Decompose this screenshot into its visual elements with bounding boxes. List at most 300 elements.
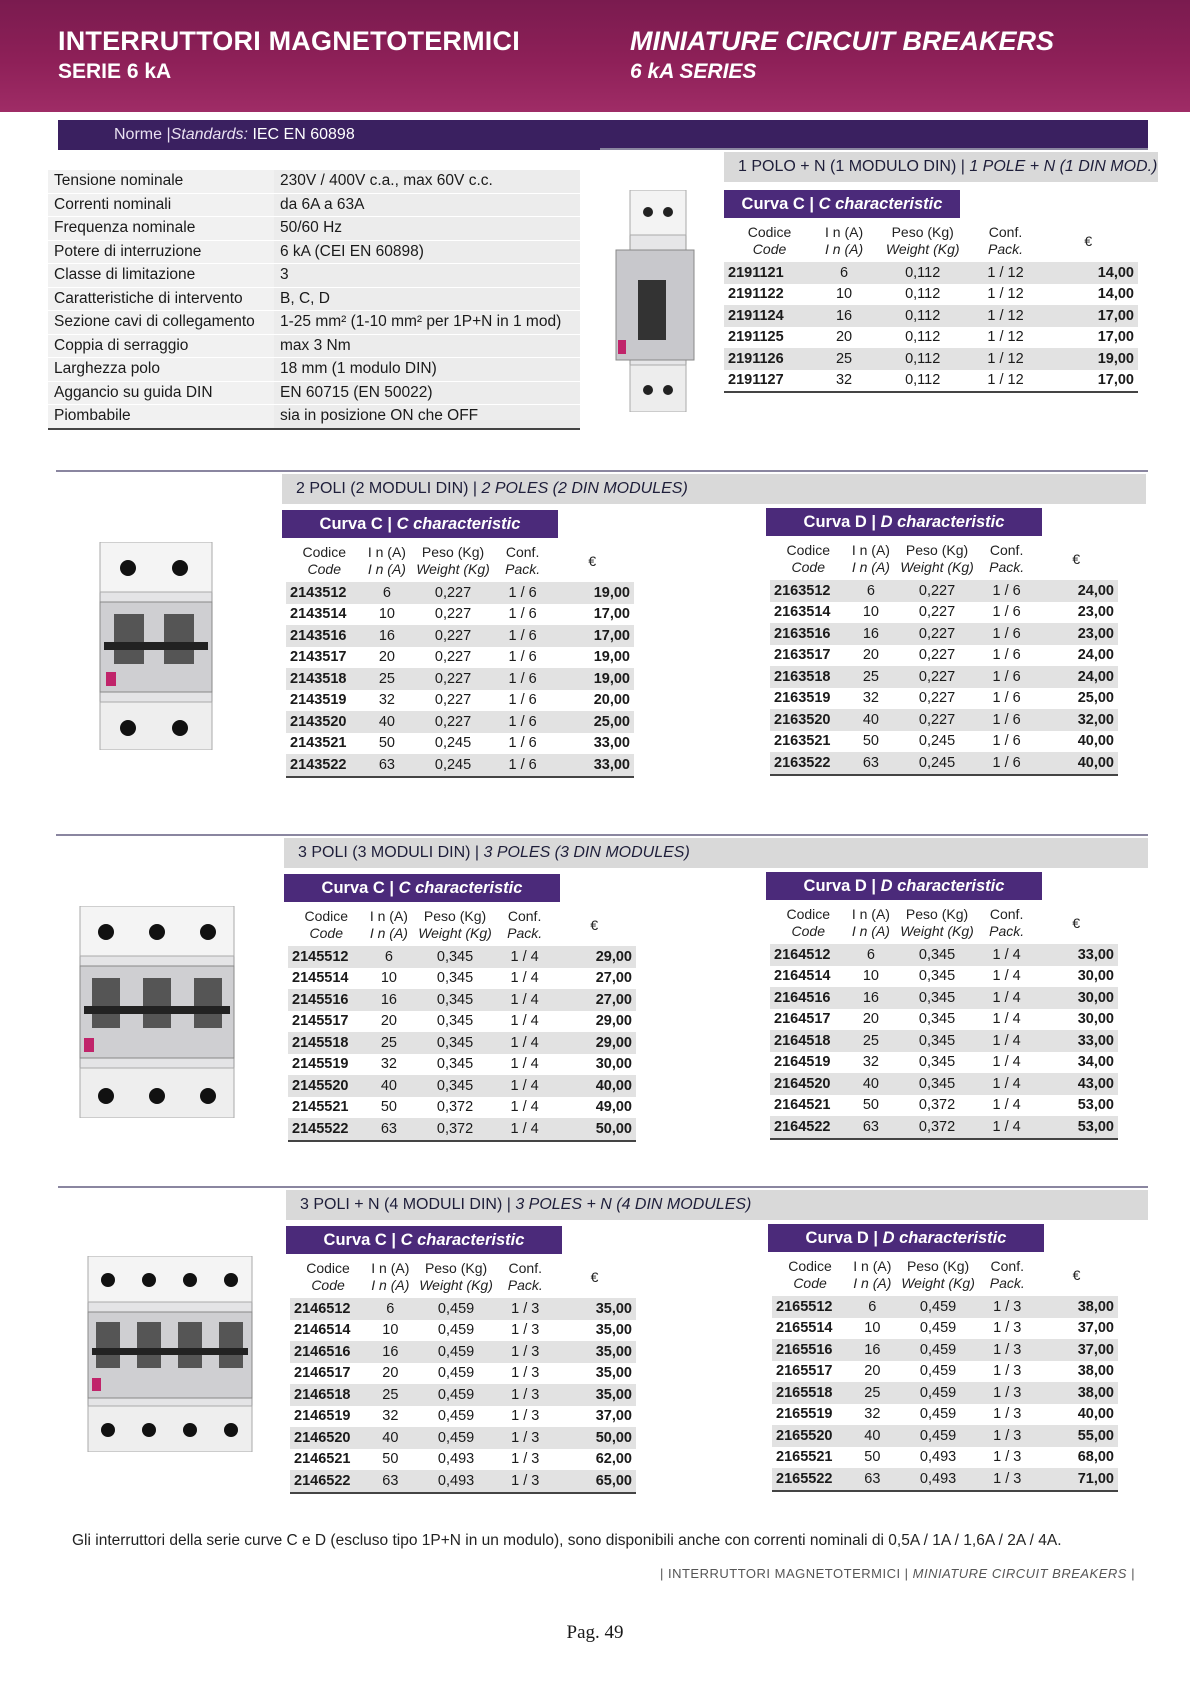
cell-current: 40: [365, 1075, 414, 1097]
cell-pack: 1 / 3: [511, 1451, 540, 1468]
table-row: [770, 709, 1118, 731]
curve-c-label: [286, 1226, 562, 1254]
th-label-it: Codice: [786, 906, 831, 922]
cell-code: 2146517: [294, 1365, 351, 1382]
th-current: [848, 1254, 896, 1296]
cell-current: 10: [380, 970, 397, 987]
cell-price: 29,00: [595, 1013, 632, 1030]
cell-pack: 1 / 3: [498, 1470, 553, 1493]
th-weight: [415, 1256, 498, 1298]
th-weight: [895, 538, 979, 580]
th-label-en: Code: [791, 559, 825, 575]
table-row: [288, 1097, 636, 1119]
cell-price: 37,00: [595, 1408, 632, 1425]
cell-price: 19,00: [593, 649, 630, 666]
table-row: [290, 1406, 636, 1428]
cell-pack: 1 / 3: [993, 1320, 1022, 1337]
table-row: [290, 1427, 636, 1449]
cell-pack: 1 / 4: [497, 1075, 553, 1097]
th-label-it: Peso (Kg): [905, 542, 969, 558]
cell-price: 38,00: [1077, 1363, 1114, 1380]
cell-weight: 0,227: [918, 647, 956, 664]
cell-weight: 0,227: [411, 625, 495, 647]
cell-current: 40: [848, 1425, 896, 1447]
curve-label-it: Curva D |: [805, 1229, 883, 1247]
cell-weight: 0,345: [918, 1011, 956, 1028]
cell-current: 20: [378, 649, 395, 666]
price-table-header: [290, 1256, 636, 1298]
cell-weight: 0,345: [436, 1056, 474, 1073]
cell-code: 2145522: [288, 1118, 365, 1141]
th-label-it: I n (A): [824, 224, 864, 240]
cell-pack: 1 / 6: [992, 733, 1021, 750]
section-title-en: 2 POLES (2 DIN MODULES): [481, 480, 688, 497]
cell-code: 2163519: [774, 690, 831, 707]
spec-row: [48, 264, 580, 288]
cell-code: 2191124: [724, 305, 815, 327]
th-weight: [897, 1254, 980, 1296]
cell-code: 2143516: [286, 625, 363, 647]
th-weight: [895, 902, 979, 944]
cell-weight: 0,227: [434, 606, 472, 623]
th-label-en: I n (A): [853, 1275, 892, 1291]
cell-pack: 1 / 12: [972, 262, 1038, 284]
cell-price: 53,00: [1034, 1116, 1118, 1139]
cell-weight: 0,245: [411, 754, 495, 777]
cell-code: 2163521: [774, 733, 831, 750]
spec-value: 3: [274, 264, 580, 288]
cell-code: 2165512: [772, 1296, 848, 1318]
section-title-it: 2 POLI (2 MODULI DIN) |: [296, 480, 482, 497]
cell-code: 2163512: [770, 580, 847, 602]
cell-price: 33,00: [550, 754, 634, 777]
th-price-euro: €: [588, 552, 597, 569]
cell-price: 19,00: [550, 582, 634, 604]
spec-key: Sezione cavi di collegamento: [48, 311, 274, 335]
cell-code: 2145519: [292, 1056, 349, 1073]
th-label-en: I n (A): [851, 559, 890, 575]
th-pack: [979, 902, 1035, 944]
curve-d-label: [766, 508, 1042, 536]
th-label-en: Weight (Kg): [419, 1277, 493, 1293]
spec-key: Tensione nominale: [48, 170, 274, 193]
cell-pack: 1 / 6: [508, 735, 537, 752]
table-row: [724, 305, 1138, 327]
cell-pack: 1 / 4: [979, 944, 1035, 966]
cell-price: 24,00: [1034, 580, 1118, 602]
table-row: [288, 968, 636, 990]
price-table-header: [772, 1254, 1118, 1296]
th-current: [815, 220, 873, 262]
cell-code: 2143514: [290, 606, 347, 623]
price-table-header: [724, 220, 1138, 262]
spec-key: Potere di interruzione: [48, 240, 274, 264]
curve-label-it: Curva C |: [741, 195, 819, 213]
curve-label-it: Curva C |: [323, 1231, 401, 1249]
cell-price: 25,00: [550, 711, 634, 733]
table-row: [288, 1054, 636, 1076]
table-row: [772, 1296, 1118, 1318]
cell-pack: 1 / 4: [510, 1056, 539, 1073]
cell-weight: 0,227: [434, 692, 472, 709]
cell-pack: 1 / 6: [979, 752, 1035, 775]
cell-weight: 0,459: [415, 1427, 498, 1449]
cell-pack: 1 / 3: [980, 1468, 1035, 1491]
table-row: [290, 1384, 636, 1406]
cell-price: 30,00: [1034, 987, 1118, 1009]
cell-current: 40: [847, 709, 896, 731]
cell-pack: 1 / 12: [972, 305, 1038, 327]
cell-price: 33,00: [593, 735, 630, 752]
cell-code: 2191122: [728, 286, 784, 303]
price-table: [288, 904, 636, 1142]
page-number: Pag. 49: [566, 1622, 624, 1643]
cell-current: 32: [862, 690, 879, 707]
cell-current: 25: [847, 1030, 896, 1052]
cell-weight: 0,345: [918, 968, 956, 985]
cell-weight: 0,227: [434, 649, 472, 666]
title-en: MINIATURE CIRCUIT BREAKERS: [630, 26, 1054, 56]
cell-weight: 0,493: [415, 1470, 498, 1493]
cell-current: 32: [380, 1056, 397, 1073]
cell-price: 68,00: [1077, 1449, 1114, 1466]
cell-pack: 1 / 6: [992, 604, 1021, 621]
cell-code: 2145512: [288, 946, 365, 968]
price-table: [286, 540, 634, 778]
cell-current: 20: [862, 1011, 879, 1028]
table-row: [770, 645, 1118, 667]
cell-code: 2146519: [294, 1408, 351, 1425]
cell-weight: 0,345: [895, 1030, 979, 1052]
cell-weight: 0,345: [413, 946, 497, 968]
standards-label-en: Standards:: [170, 126, 253, 143]
page-tag-en: MINIATURE CIRCUIT BREAKERS |: [912, 1566, 1135, 1581]
cell-price: 50,00: [553, 1427, 636, 1449]
spec-key: Larghezza polo: [48, 358, 274, 382]
cell-weight: 0,459: [897, 1382, 980, 1404]
cell-pack: 1 / 3: [980, 1382, 1035, 1404]
table-row: [724, 262, 1138, 284]
cell-current: 63: [847, 1116, 896, 1139]
th-label-it: Codice: [306, 1260, 350, 1276]
cell-price: 17,00: [550, 625, 634, 647]
th-label-en: Code: [793, 1275, 827, 1291]
th-label-en: Pack.: [507, 1277, 543, 1293]
th-current: [365, 904, 414, 946]
th-price-euro: €: [1084, 232, 1093, 249]
spec-row: [48, 381, 580, 405]
cell-pack: 1 / 6: [495, 754, 551, 777]
th-label-it: Conf.: [988, 224, 1023, 240]
cell-price: 29,00: [552, 1032, 636, 1054]
cell-pack: 1 / 3: [498, 1384, 553, 1406]
price-table: [724, 220, 1138, 393]
curve-label-en: D characteristic: [880, 877, 1005, 895]
cell-pack: 1 / 12: [972, 370, 1038, 393]
cell-price: 53,00: [1077, 1097, 1114, 1114]
cell-current: 16: [848, 1339, 896, 1361]
price-table-1p-n-c: [724, 220, 1138, 393]
cell-price: 33,00: [1034, 1030, 1118, 1052]
table-row: [286, 690, 634, 712]
cell-current: 10: [382, 1322, 399, 1339]
page-tag: [660, 1566, 1135, 1581]
spec-table: [48, 170, 580, 430]
section-title-1p-n: [724, 152, 1158, 182]
cell-code: 2143519: [290, 692, 347, 709]
cell-weight: 0,345: [895, 1073, 979, 1095]
cell-price: 17,00: [1039, 370, 1138, 393]
table-row: [770, 602, 1118, 624]
th-code: [724, 220, 815, 262]
cell-price: 30,00: [1077, 968, 1114, 985]
curve-c-label: [724, 190, 960, 218]
cell-pack: 1 / 4: [497, 1032, 553, 1054]
th-label-it: Codice: [747, 224, 792, 240]
cell-current: 10: [835, 286, 853, 303]
cell-price: 38,00: [1035, 1296, 1118, 1318]
table-row: [772, 1404, 1118, 1426]
table-row: [288, 1075, 636, 1097]
cell-current: 25: [366, 1384, 414, 1406]
cell-weight: 0,372: [436, 1099, 474, 1116]
cell-weight: 0,372: [413, 1118, 497, 1141]
cell-pack: 1 / 6: [992, 647, 1021, 664]
cell-current: 63: [365, 1118, 414, 1141]
th-pack: [979, 538, 1035, 580]
section-rule: [600, 148, 1148, 150]
table-row: [288, 1118, 636, 1141]
cell-weight: 0,459: [437, 1365, 475, 1382]
cell-code: 2163520: [770, 709, 847, 731]
cell-code: 2163522: [770, 752, 847, 775]
cell-pack: 1 / 3: [511, 1365, 540, 1382]
th-label-it: Codice: [304, 908, 349, 924]
curve-d-label: [768, 1224, 1044, 1252]
cell-price: 17,00: [1039, 305, 1138, 327]
cell-weight: 0,112: [873, 348, 972, 370]
th-label-it: I n (A): [851, 542, 890, 558]
cell-code: 2165517: [776, 1363, 833, 1380]
table-row: [286, 711, 634, 733]
cell-weight: 0,459: [415, 1341, 498, 1363]
spec-row: [48, 217, 580, 241]
th-current: [363, 540, 412, 582]
cell-weight: 0,227: [895, 580, 979, 602]
spec-key: Aggancio su guida DIN: [48, 381, 274, 405]
cell-price: 55,00: [1035, 1425, 1118, 1447]
cell-pack: 1 / 4: [979, 1073, 1035, 1095]
cell-price: 17,00: [593, 606, 630, 623]
section-title-en: 3 POLES + N (4 DIN MODULES): [515, 1196, 752, 1213]
table-row: [290, 1341, 636, 1363]
cell-weight: 0,493: [897, 1468, 980, 1491]
page-tag-it: | INTERRUTTORI MAGNETOTERMICI |: [660, 1566, 913, 1581]
breaker-3p-image: [74, 906, 240, 1118]
th-code: [288, 904, 365, 946]
cell-price: 71,00: [1035, 1468, 1118, 1491]
table-row: [772, 1361, 1118, 1383]
series-en: 6 kA SERIES: [630, 60, 757, 83]
table-row: [290, 1470, 636, 1493]
cell-code: 2191127: [724, 370, 815, 393]
price-table: [770, 902, 1118, 1140]
th-price-euro: €: [590, 1268, 599, 1285]
th-label-en: I n (A): [371, 1277, 410, 1293]
table-row: [290, 1363, 636, 1385]
cell-price: 29,00: [552, 946, 636, 968]
cell-code: 2143520: [286, 711, 363, 733]
cell-weight: 0,112: [873, 305, 972, 327]
section-title-en: 1 POLE + N (1 DIN MOD.): [969, 158, 1158, 175]
cell-weight: 0,227: [895, 666, 979, 688]
curve-label-en: C characteristic: [398, 879, 523, 897]
spec-row: [48, 334, 580, 358]
cell-price: 35,00: [553, 1341, 636, 1363]
cell-price: 19,00: [550, 668, 634, 690]
th-price-euro: €: [1072, 1266, 1081, 1283]
spec-key: Piombabile: [48, 405, 274, 429]
cell-current: 32: [378, 692, 395, 709]
cell-current: 16: [847, 623, 896, 645]
cell-price: 35,00: [595, 1365, 632, 1382]
cell-weight: 0,493: [437, 1451, 475, 1468]
cell-weight: 0,493: [919, 1449, 957, 1466]
cell-code: 2164519: [774, 1054, 831, 1071]
cell-price: 35,00: [595, 1322, 632, 1339]
cell-current: 16: [363, 625, 412, 647]
cell-price: 30,00: [1077, 1011, 1114, 1028]
cell-current: 25: [365, 1032, 414, 1054]
cell-current: 32: [815, 370, 873, 393]
spec-row: [48, 170, 580, 193]
table-row: [286, 625, 634, 647]
cell-pack: 1 / 3: [980, 1296, 1035, 1318]
cell-pack: 1 / 4: [992, 1054, 1021, 1071]
cell-pack: 1 / 4: [510, 1099, 539, 1116]
th-label-it: Conf.: [989, 542, 1024, 558]
table-row: [770, 1073, 1118, 1095]
price-table-header: [286, 540, 634, 582]
cell-weight: 0,245: [434, 735, 472, 752]
th-weight: [873, 220, 972, 262]
table-row: [770, 944, 1118, 966]
th-current: [366, 1256, 414, 1298]
cell-code: 2163514: [774, 604, 831, 621]
cell-current: 25: [848, 1382, 896, 1404]
cell-pack: 1 / 6: [495, 625, 551, 647]
th-label-en: Pack.: [505, 561, 541, 577]
cell-weight: 0,227: [411, 668, 495, 690]
price-table-2p-d: [770, 538, 1118, 776]
th-label-it: I n (A): [853, 1258, 892, 1274]
cell-current: 32: [864, 1406, 881, 1423]
price-table-header: [770, 538, 1118, 580]
cell-weight: 0,227: [895, 709, 979, 731]
cell-code: 2164520: [770, 1073, 847, 1095]
th-label-en: I n (A): [851, 923, 890, 939]
cell-current: 16: [365, 989, 414, 1011]
cell-current: 6: [848, 1296, 896, 1318]
cell-current: 10: [864, 1320, 881, 1337]
cell-weight: 0,345: [436, 970, 474, 987]
th-pack: [498, 1256, 553, 1298]
cell-code: 2164521: [774, 1097, 831, 1114]
standards-value: IEC EN 60898: [252, 126, 355, 143]
cell-weight: 0,112: [905, 329, 941, 346]
table-row: [724, 370, 1138, 393]
cell-code: 2143521: [290, 735, 347, 752]
curve-label-en: D characteristic: [880, 513, 1005, 531]
th-label-it: Peso (Kg): [891, 224, 954, 240]
cell-price: 25,00: [1077, 690, 1114, 707]
cell-current: 50: [862, 733, 879, 750]
spec-value: 18 mm (1 modulo DIN): [274, 358, 580, 382]
cell-current: 50: [382, 1451, 399, 1468]
series-it: SERIE 6 kA: [58, 60, 172, 83]
th-label-en: Weight (Kg): [900, 923, 974, 939]
th-label-it: Peso (Kg): [424, 1260, 488, 1276]
cell-pack: 1 / 6: [508, 692, 537, 709]
cell-code: 2146520: [290, 1427, 366, 1449]
curve-label-it: Curva C |: [321, 879, 399, 897]
table-row: [772, 1318, 1118, 1340]
section-rule: [58, 1186, 1148, 1188]
cell-code: 2145517: [292, 1013, 349, 1030]
th-current: [847, 902, 896, 944]
spec-row: [48, 193, 580, 217]
cell-pack: 1 / 4: [992, 1097, 1021, 1114]
cell-pack: 1 / 4: [992, 1011, 1021, 1028]
cell-pack: 1 / 3: [498, 1298, 553, 1320]
cell-current: 6: [365, 946, 414, 968]
table-row: [770, 1030, 1118, 1052]
cell-price: 40,00: [1077, 1406, 1114, 1423]
th-label-en: Pack.: [507, 925, 543, 941]
cell-weight: 0,227: [918, 690, 956, 707]
cell-weight: 0,345: [895, 944, 979, 966]
table-row: [770, 688, 1118, 710]
price-table-2p-c: [286, 540, 634, 778]
cell-price: 37,00: [1035, 1339, 1118, 1361]
cell-price: 49,00: [595, 1099, 632, 1116]
cell-weight: 0,345: [918, 1054, 956, 1071]
th-label-en: Code: [307, 561, 341, 577]
table-row: [288, 989, 636, 1011]
cell-current: 10: [862, 968, 879, 985]
cell-current: 50: [862, 1097, 879, 1114]
cell-pack: 1 / 3: [980, 1425, 1035, 1447]
cell-current: 20: [864, 1363, 881, 1380]
cell-weight: 0,345: [413, 1075, 497, 1097]
cell-weight: 0,112: [873, 370, 972, 393]
spec-key: Caratteristiche di intervento: [48, 287, 274, 311]
th-label-en: Code: [791, 923, 825, 939]
cell-code: 2145518: [288, 1032, 365, 1054]
cell-pack: 1 / 6: [508, 606, 537, 623]
spec-row: [48, 311, 580, 335]
cell-price: 14,00: [1039, 262, 1138, 284]
cell-pack: 1 / 6: [495, 711, 551, 733]
spec-value: 50/60 Hz: [274, 217, 580, 241]
table-row: [772, 1425, 1118, 1447]
table-row: [724, 284, 1138, 306]
cell-weight: 0,112: [905, 286, 941, 303]
spec-value: sia in posizione ON che OFF: [274, 405, 580, 429]
cell-price: 35,00: [553, 1384, 636, 1406]
th-label-it: I n (A): [367, 544, 406, 560]
cell-weight: 0,227: [895, 623, 979, 645]
